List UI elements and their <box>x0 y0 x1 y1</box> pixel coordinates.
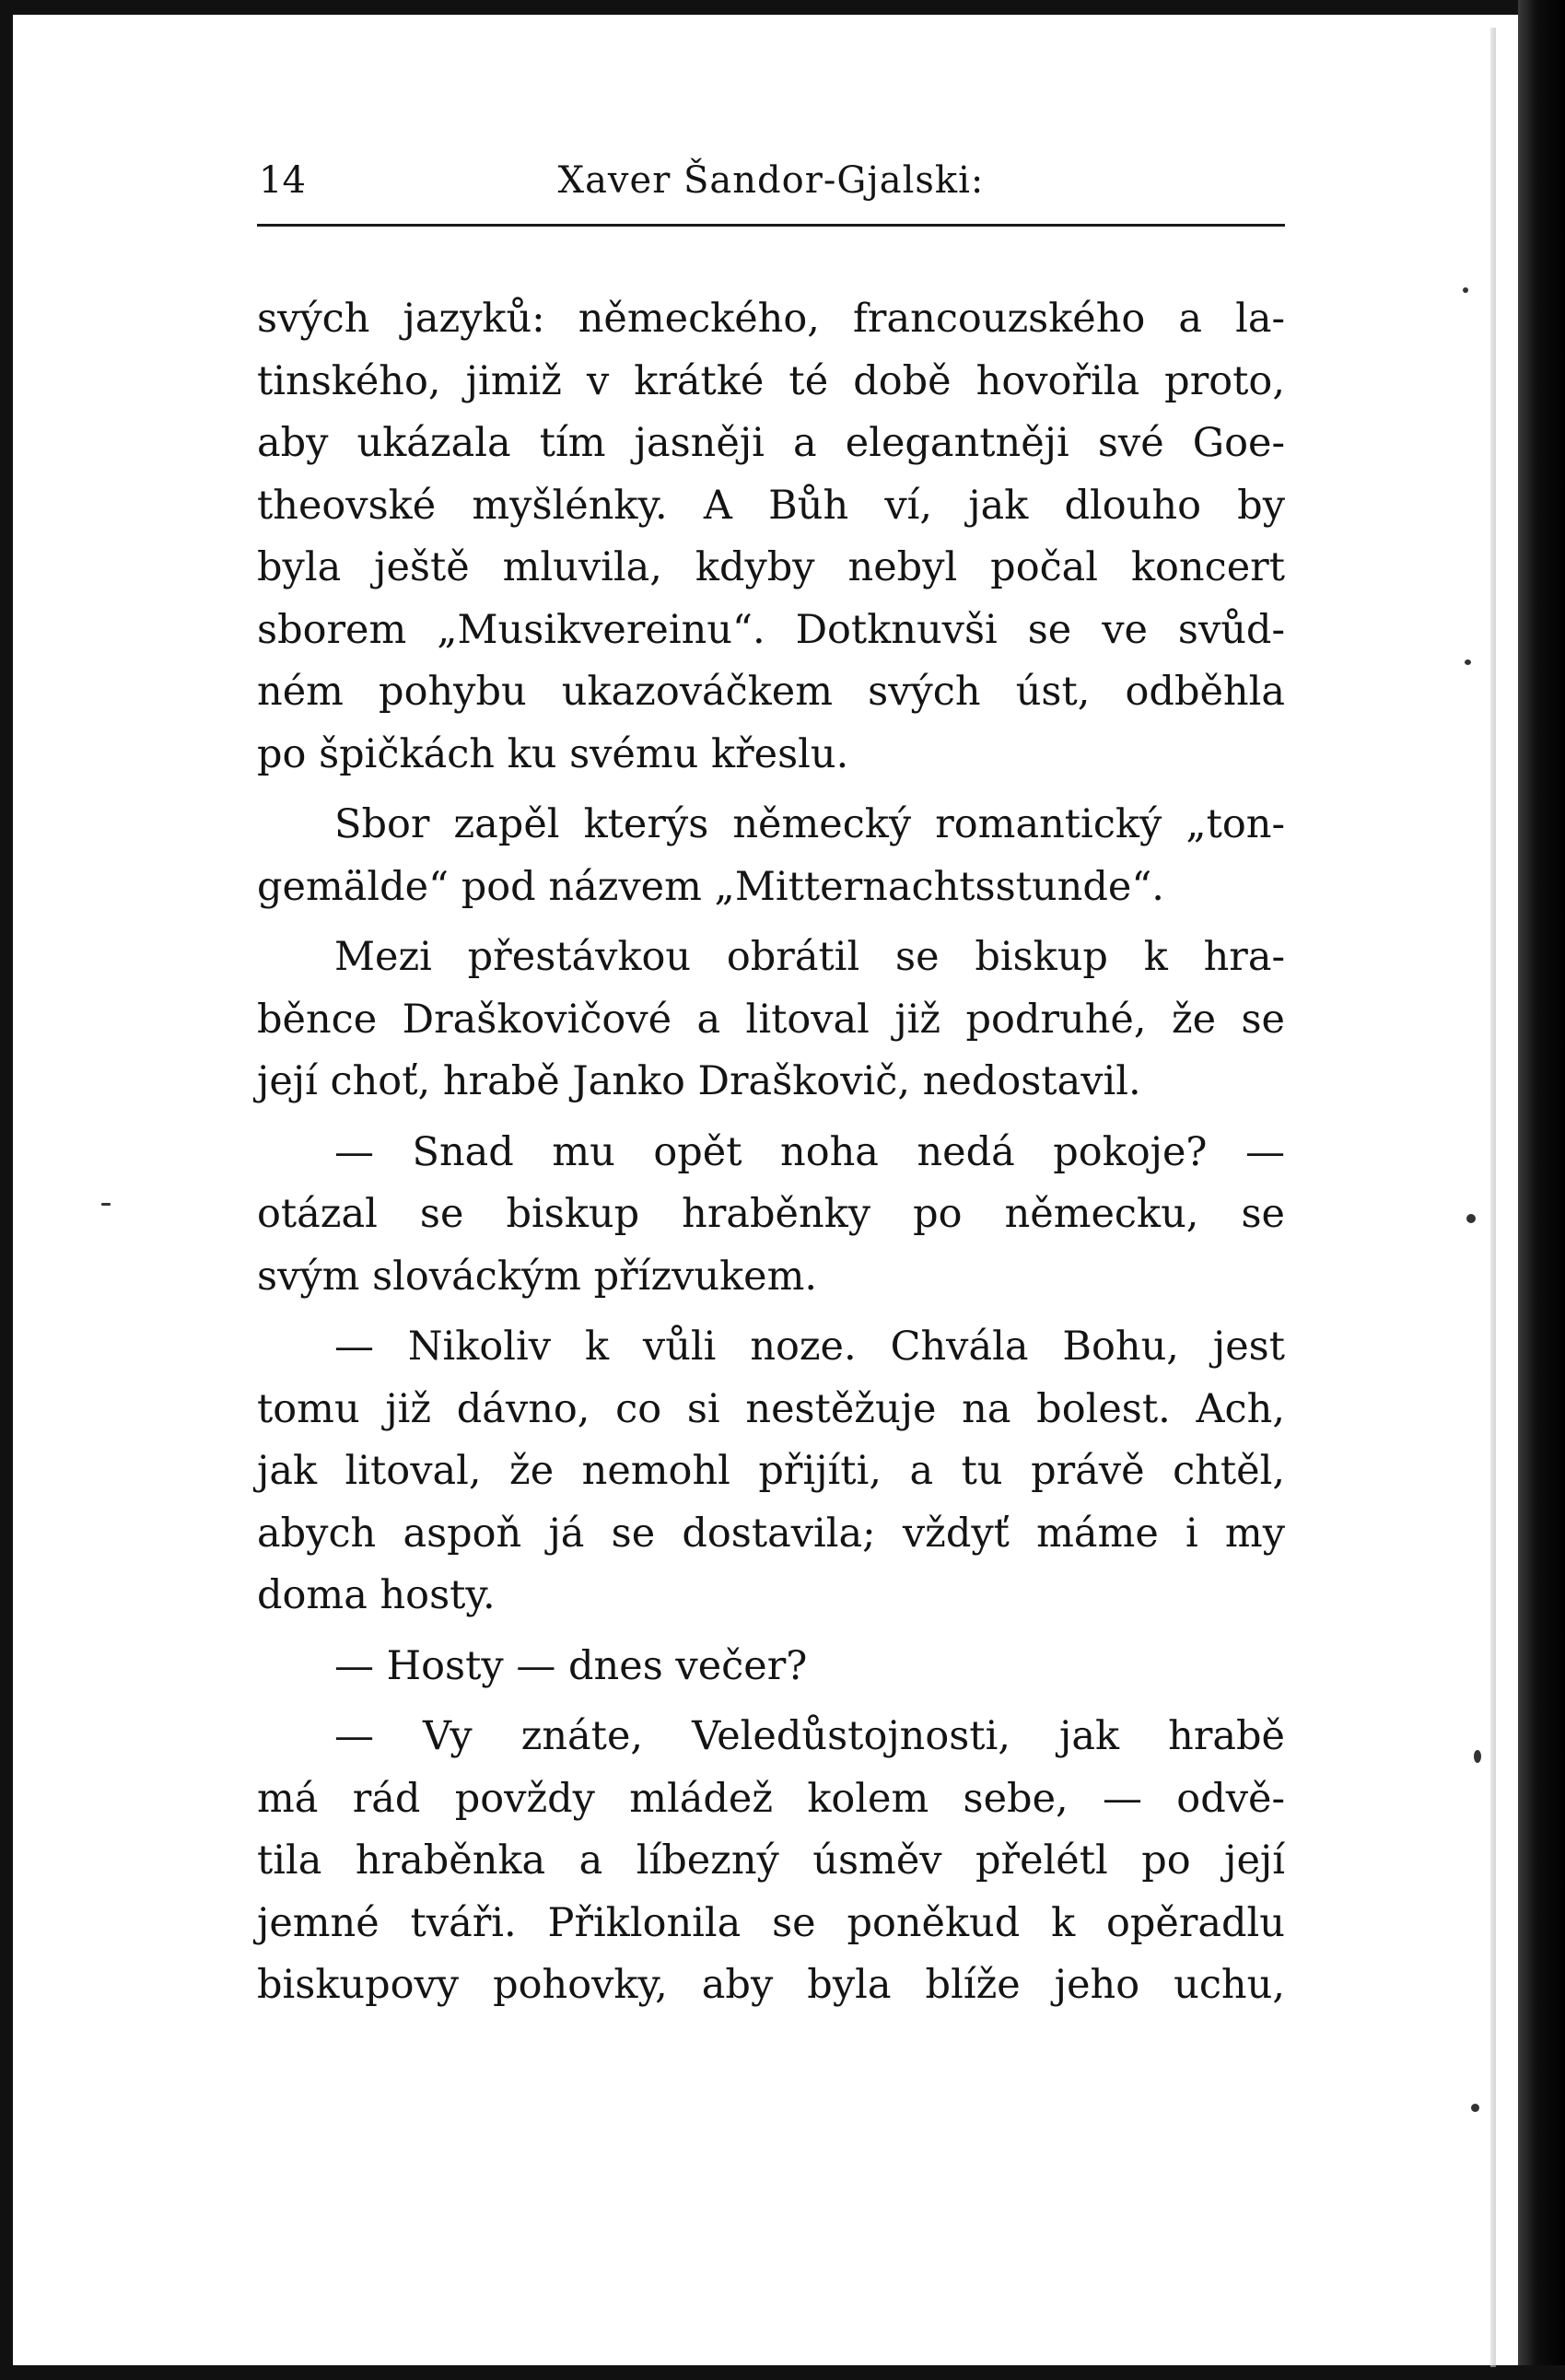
text-line: otázal se biskup hraběnky po německu, se <box>257 1191 1285 1237</box>
paragraph <box>257 927 1285 1114</box>
text-line: — Nikoliv k vůli noze. Chvála Bohu, jest <box>334 1324 1285 1370</box>
paragraph-gap <box>257 1698 1285 1706</box>
scan-speck <box>1463 287 1468 293</box>
paragraph <box>257 1636 1285 1698</box>
text-line: její choť, hrabě Janko Draškovič, nedostavil. <box>257 1058 1141 1104</box>
text-line: Mezi přestávkou obrátil se biskup k hra- <box>334 934 1285 980</box>
scan-border-right <box>1518 0 1565 2380</box>
text-line: svým slováckým přízvukem. <box>257 1253 818 1300</box>
scan-speck <box>1465 659 1471 665</box>
paragraph-gap <box>257 1308 1285 1316</box>
scan-border-bottom <box>0 2365 1565 2380</box>
page-header <box>257 152 1285 209</box>
paragraph <box>257 1316 1285 1628</box>
text-line: běnce Draškovičové a litoval již podruhé, že se <box>257 996 1285 1043</box>
text-line: sborem „Musikvereinu“. Dotknuvši se ve svůd- <box>257 606 1285 653</box>
text-line: gemälde“ pod názvem „Mitternachtsstunde“. <box>257 863 1164 910</box>
text-line: jak litoval, že nemohl přijíti, a tu právě chtěl, <box>257 1448 1285 1494</box>
text-line: po špičkách ku svému křeslu. <box>257 730 849 777</box>
paragraph-gap <box>257 786 1285 794</box>
text-line: byla ještě mluvila, kdyby nebyl počal koncert <box>257 544 1285 590</box>
paragraph-gap <box>257 1628 1285 1636</box>
running-head: Xaver Šandor-Gjalski: <box>557 159 985 202</box>
scan-speck <box>101 1203 111 1206</box>
page-number: 14 <box>259 159 306 202</box>
text-line: — Vy znáte, Veledůstojnosti, jak hrabě <box>334 1713 1285 1759</box>
header-rule <box>257 224 1285 227</box>
text-line: doma hosty. <box>257 1572 496 1618</box>
paragraph <box>257 288 1285 786</box>
text-line: Sbor zapěl kterýs německý romantický „ton- <box>334 801 1285 847</box>
paragraph <box>257 794 1285 918</box>
text-line: theovské myšlénky. A Bůh ví, jak dlouho by <box>257 482 1285 529</box>
text-line: tomu již dávno, co si nestěžuje na bolest. Ach, <box>257 1385 1285 1432</box>
scan-border-left <box>0 0 13 2380</box>
text-line: aby ukázala tím jasněji a elegantněji své Goe- <box>257 420 1285 466</box>
text-line: biskupovy pohovky, aby byla blíže jeho uchu, <box>257 1962 1285 2008</box>
book-page <box>257 152 1285 2289</box>
text-line: — Hosty — dnes večer? <box>334 1642 808 1689</box>
scan-speck <box>1474 1750 1481 1763</box>
text-line: svých jazyků: německého, francouzského a la- <box>257 296 1285 342</box>
text-line: abych aspoň já se dostavila; vždyť máme i my <box>257 1510 1285 1557</box>
text-line: ném pohybu ukazováčkem svých úst, odběhla <box>257 669 1285 715</box>
book-page-edge <box>1490 28 1496 2367</box>
scan-speck <box>1466 1214 1476 1223</box>
paragraph-gap <box>257 918 1285 927</box>
text-line: má rád povždy mládež kolem sebe, — odvě- <box>257 1775 1285 1822</box>
text-line: — Snad mu opět noha nedá pokoje? — <box>334 1128 1285 1175</box>
text-line: tinského, jimiž v krátké té době hovořila proto, <box>257 357 1285 404</box>
paragraph-gap <box>257 1114 1285 1122</box>
paragraph <box>257 1706 1285 2017</box>
scan-border-top <box>0 0 1565 15</box>
paragraph <box>257 1122 1285 1309</box>
scan-speck <box>1471 2104 1479 2112</box>
text-line: jemné tváři. Přiklonila se poněkud k opěradlu <box>257 1899 1285 1946</box>
text-line: tila hraběnka a líbezný úsměv přelétl po její <box>257 1838 1285 1884</box>
body-text <box>257 288 1285 2017</box>
